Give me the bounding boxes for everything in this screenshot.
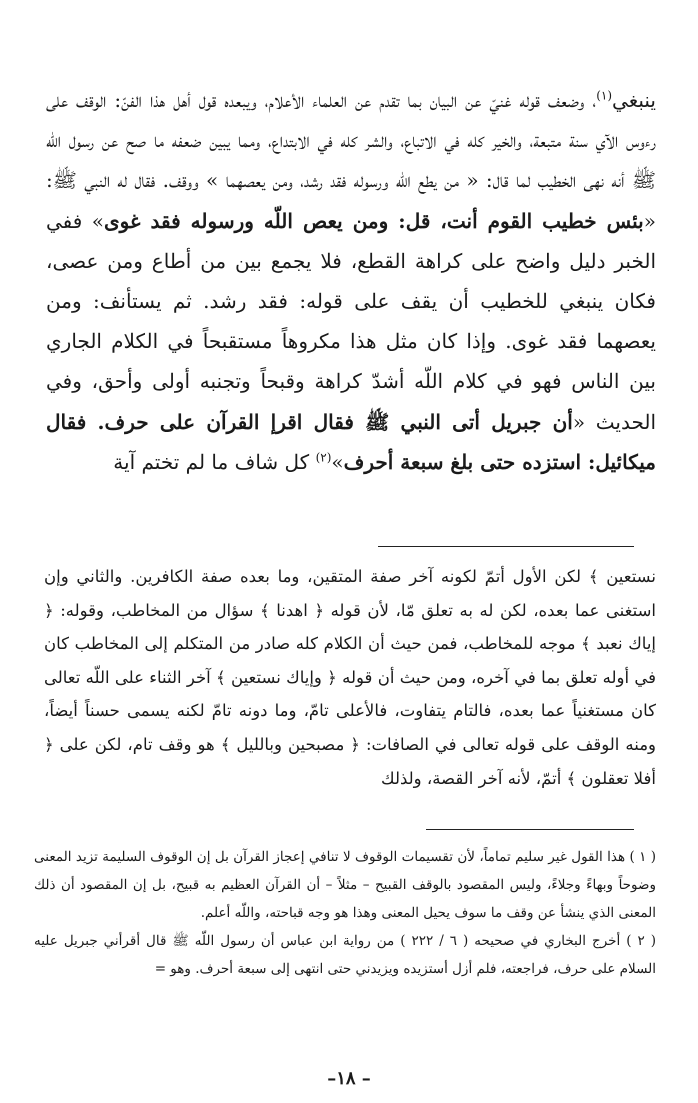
main-text-segment: ، وضعف قوله غنيّ عن البيان بما تقدم عن العلماء الأعلام، ويبعده قول أهل هذا الفنّ: الوقف على رءوس الآي سنة متبعة، والخير كله في الاتباع، والشر كله في الابتداع، ومما يبين ضعفه ما صح عن رسول اللّه ﷺ أنه نهى الخطيب لما قال: « من يطع اللّه ورسوله فقد رشد، ومن يعصهما » ووقف. فقال له النبي ﷺ: « — [46, 88, 656, 233]
footnote-marker-1: (١) — [596, 88, 613, 103]
footnote-separator-line — [426, 829, 634, 830]
footnote-2: ( ٢ ) أخرج البخاري في صحيحه ( ٦ / ٢٢٢ ) من رواية ابن عباس أن رسول اللّه ﷺ قال أقرأني جبريل عليه السلام على حرف، فراجعته، فلم أزل أستزيده ويزيدني حتى انتهى إلى سبعة أحرف. وهو = — [34, 933, 657, 977]
footnote-1: ( ١ ) هذا القول غير سليم تماماً، لأن تقسيمات الوقوف لا تنافي إعجاز القرآن بل إن الوقوف السليمة تزيد المعنى وضوحاً وبهاءً وجلاءً، وليس المقصود بالوقف القبيح – مثلاً – أن القرآن العظيم به قبيح، بل إن المقصود أن ذلك المعنى الذي ينشأ عن وقف ما سوف يحيل المعنى وهذا هو وجه قباحته، واللّه أعلم. — [34, 849, 657, 921]
footnotes — [34, 843, 656, 983]
hadith-quote-bold: أن جبريل أتى النبي ﷺ فقال اقرإ القرآن على حرف. فقال ميكائيل: استزده حتى بلغ سبعة أحرف — [46, 409, 656, 474]
main-text-segment: ينبغي — [612, 88, 656, 112]
main-text-segment: » ففي الخبر دليل واضح على كراهة القطع، فلا يجمع بين من أطاع ومن عصى، فكان ينبغي للخطيب أن يقف على قوله: فقد رشد. ثم يستأنف: ومن يعصهما فقد غوى. وإذا كان مثل هذا مكروهاً مستقبحاً في الكلام الجاري بين الناس فهو في كلام اللّه أشدّ كراهة وقبحاً وتجنبه أولى وأحق، وفي الحديث « — [46, 208, 656, 434]
separator-line — [378, 546, 634, 547]
main-text — [46, 80, 656, 482]
main-paragraph — [46, 80, 656, 482]
continued-footnote-text: نستعين ﴾ لكن الأول أتمّ لكونه آخر صفة المتقين، وما بعده صفة الكافرين. والثاني وإن استغنى عما بعده، لكن له به تعلق مّا، لأن قوله ﴿ اهدنا ﴾ سؤال من المخاطب، وقوله: ﴿ إياك نعبد ﴾ موجه للمخاطب، فمن حيث أن الكلام كله صادر من المتكلم إلى المخاطب كان في أوله تعلق بما في آخره، ومن حيث أن قوله ﴿ وإياك نستعين ﴾ آخر الثناء على اللّه تعالى كان مستغنياً عما بعده، فالتام يتفاوت، فالأعلى تامّ، وما دونه تامّ لكنه يسمى حسناً أيضاً، ومنه الوقف على قوله تعالى في الصافات: ﴿ مصبحين وبالليل ﴾ هو وقف تام، لكن على ﴿ أفلا تعقلون ﴾ أتمّ، لأنه آخر القصة، ولذلك — [44, 567, 656, 788]
page-number: – ١٨– — [327, 1068, 371, 1089]
hadith-quote-bold: بئس خطيب القوم أنت، قل: ومن يعص اللّه ورسوله فقد غوى — [104, 208, 644, 233]
continued-footnote — [44, 560, 656, 795]
footnote-marker-2: (٢) — [315, 450, 332, 465]
main-text-segment: كل شاف ما لم تختم آية — [113, 449, 316, 474]
main-text-segment: » — [331, 449, 344, 474]
